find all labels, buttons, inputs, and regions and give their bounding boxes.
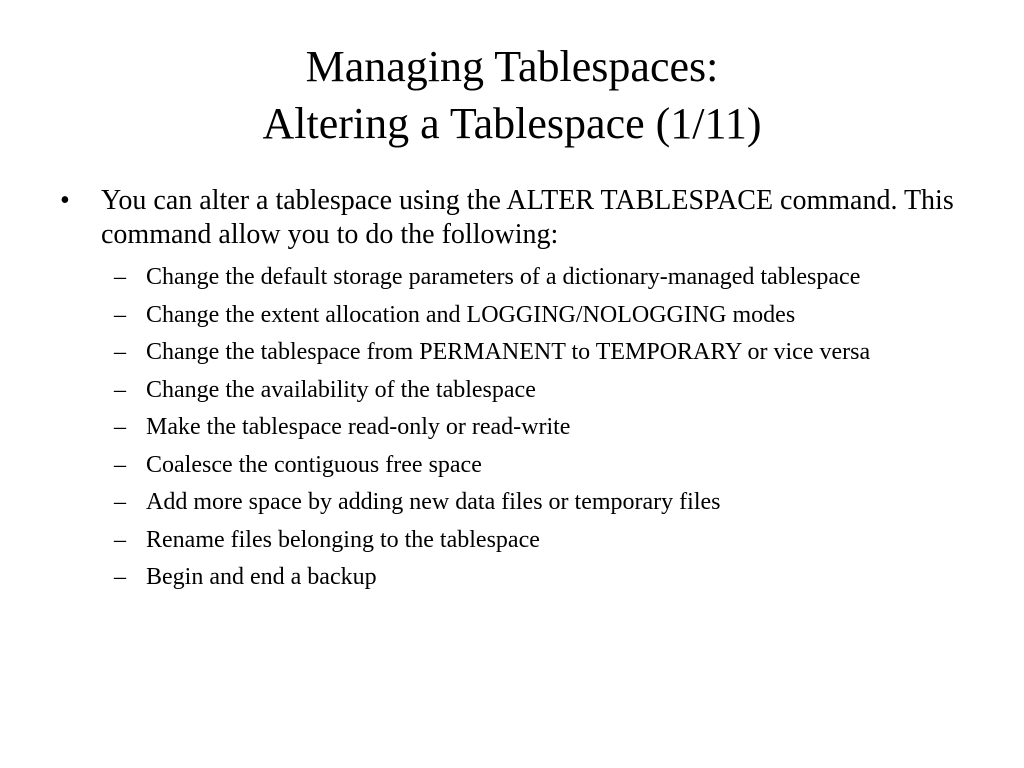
sub-point [58,337,946,367]
sub-point [58,300,946,330]
sub-point-text: Change the availability of the tablespace [146,376,536,403]
sub-point-text: Coalesce the contiguous free space [146,451,482,478]
dash-icon: – [114,376,126,403]
slide-body [58,184,958,600]
sub-point-text: Change the extent allocation and LOGGING/NOLOGGING modes [146,301,796,328]
dash-icon: – [114,264,126,290]
sub-point-text: Change the default storage parameters of a dictionary-managed tablespace [146,264,861,290]
sub-point [58,525,946,555]
sub-point-text: Rename files belonging to the tablespace [146,526,540,553]
sub-point [58,375,946,405]
sub-point [58,412,946,442]
main-bullet-text: You can alter a tablespace using the ALTER TABLESPACE command. This command allow you to do the following: [101,185,954,250]
dash-icon: – [114,339,126,365]
bullet-icon: • [60,185,70,216]
dash-icon: – [114,414,126,440]
sub-point-text: Add more space by adding new data files or temporary files [146,489,721,515]
sub-point-list [58,262,958,592]
sub-point [58,450,946,480]
sub-point [58,487,946,517]
sub-point [58,562,946,592]
title-line-1: Managing Tablespaces: [305,42,719,91]
sub-point-text: Change the tablespace from PERMANENT to TEMPORARY or vice versa [146,339,871,365]
dash-icon: – [114,526,126,553]
title-line-2: Altering a Tablespace (1/11) [262,99,762,148]
dash-icon: – [114,489,126,515]
dash-icon: – [114,451,126,478]
sub-point-text: Make the tablespace read-only or read-write [146,414,571,440]
main-bullet-point [58,184,958,252]
sub-point [58,262,946,292]
sub-point-text: Begin and end a backup [146,564,377,590]
slide-title [0,38,1024,152]
dash-icon: – [114,301,126,328]
dash-icon: – [114,564,126,590]
